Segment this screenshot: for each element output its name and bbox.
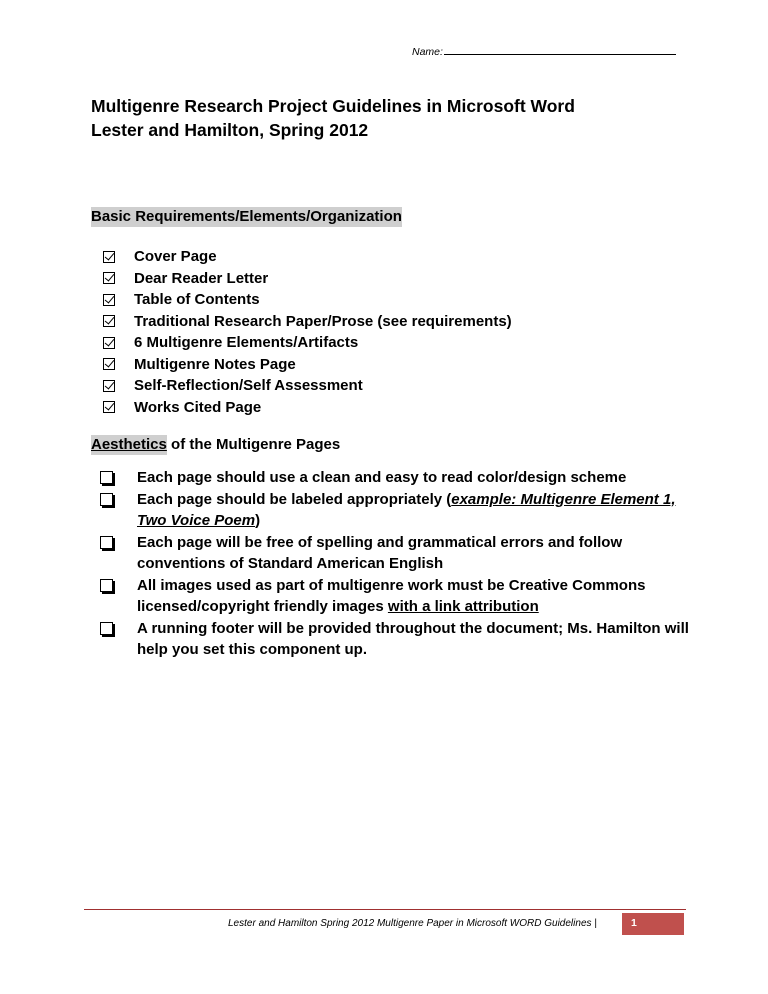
aesthetics-heading (91, 435, 340, 455)
list-item: Each page should be labeled appropriately (example: Multigenre Element 1, Two Voice Poem) (100, 489, 690, 532)
basic-requirements-heading (91, 207, 402, 227)
checked-box-icon (103, 315, 115, 327)
list-item: Traditional Research Paper/Prose (see requirements) (103, 311, 512, 333)
list-item: Table of Contents (103, 289, 512, 311)
page-number-badge (622, 913, 684, 935)
checked-box-icon (103, 380, 115, 392)
requirements-checklist (103, 246, 512, 418)
empty-box-icon (100, 471, 113, 484)
footer-text: Lester and Hamilton Spring 2012 Multigenre Paper in Microsoft WORD Guidelines | (228, 918, 597, 929)
aesthetics-list (100, 467, 690, 661)
checked-box-icon (103, 251, 115, 263)
aesthetics-heading-highlight: Aesthetics (91, 436, 167, 453)
example-text: example: Multigenre Element 1, Two Voice Poem (137, 490, 676, 529)
list-item: Multigenre Notes Page (103, 354, 512, 376)
document-title (91, 94, 575, 142)
list-item: All images used as part of multigenre work must be Creative Commons licensed/copyright friendly images with a link attribution (100, 575, 690, 618)
list-item: Dear Reader Letter (103, 268, 512, 290)
list-item: Self-Reflection/Self Assessment (103, 375, 512, 397)
empty-box-icon (100, 536, 113, 549)
empty-box-icon (100, 622, 113, 635)
link-attribution-text: with a link attribution (387, 598, 539, 615)
checked-box-icon (103, 272, 115, 284)
list-item: Each page will be free of spelling and grammatical errors and follow conventions of Standard American English (100, 532, 690, 575)
name-blank-line (444, 44, 676, 55)
title-line-2: Lester and Hamilton, Spring 2012 (91, 120, 369, 140)
checked-box-icon (103, 401, 115, 413)
aesthetics-heading-rest: of the Multigenre Pages (166, 436, 341, 453)
list-item: Each page should use a clean and easy to read color/design scheme (100, 467, 690, 489)
list-item: A running footer will be provided throughout the document; Ms. Hamilton will help you set this component up. (100, 618, 690, 661)
empty-box-icon (100, 493, 113, 506)
title-line-1: Multigenre Research Project Guidelines in Microsoft Word (91, 96, 575, 116)
name-label: Name: (412, 46, 443, 58)
checked-box-icon (103, 294, 115, 306)
checked-box-icon (103, 358, 115, 370)
list-item: 6 Multigenre Elements/Artifacts (103, 332, 512, 354)
name-field (412, 44, 676, 58)
basic-heading-text: Basic Requirements/Elements/Organization (91, 208, 402, 225)
footer-divider (84, 909, 686, 910)
checked-box-icon (103, 337, 115, 349)
empty-box-icon (100, 579, 113, 592)
list-item: Cover Page (103, 246, 512, 268)
list-item: Works Cited Page (103, 397, 512, 419)
page-number: 1 (631, 917, 637, 929)
